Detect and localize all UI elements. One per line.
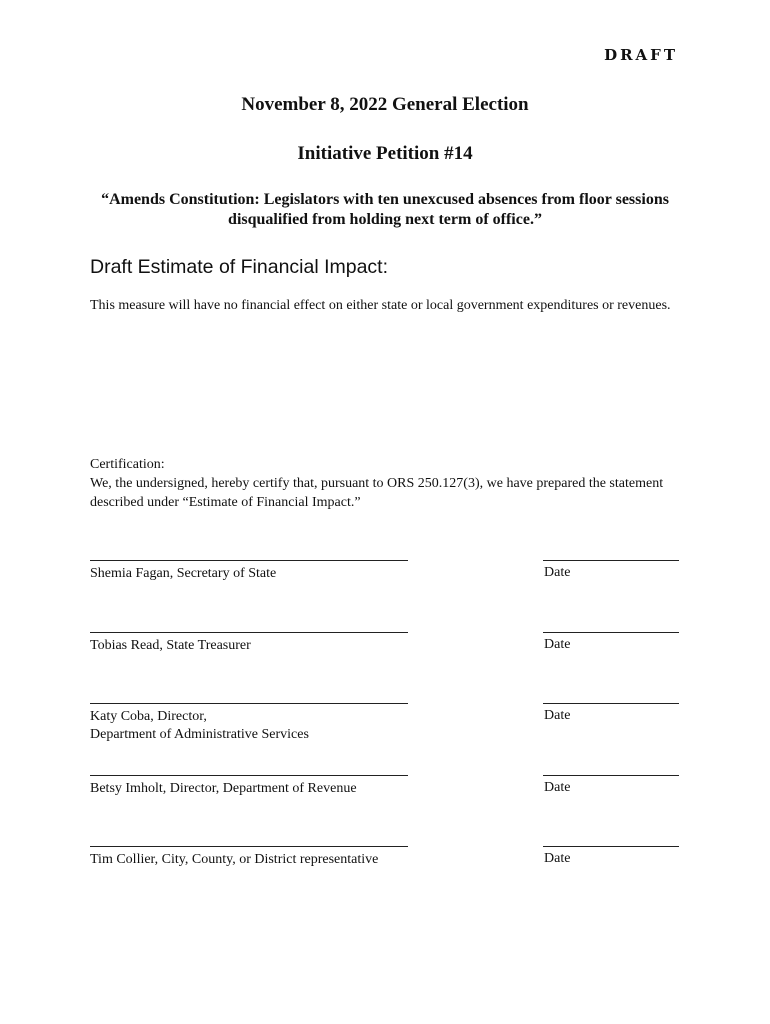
signatory-name — [90, 851, 420, 869]
petition-title: Initiative Petition #14 — [297, 143, 473, 164]
signature-line — [90, 775, 408, 776]
date-label: Date — [544, 780, 571, 795]
date-line — [543, 775, 679, 776]
date-label: Date — [544, 851, 571, 866]
date-label: Date — [544, 708, 571, 723]
signatory-name — [90, 708, 420, 744]
signature-block — [0, 703, 770, 753]
date-line — [543, 560, 679, 561]
date-line — [543, 703, 679, 704]
date-line — [543, 632, 679, 633]
estimate-text: This measure will have no financial effect on either state or local government expenditures or revenues. — [90, 298, 671, 313]
certification-label: Certification: — [90, 457, 165, 472]
signatory-name — [90, 565, 420, 583]
signature-block — [0, 560, 770, 610]
estimate-heading: Draft Estimate of Financial Impact: — [90, 256, 389, 278]
signature-block — [0, 775, 770, 825]
signatory-name-line1: Tim Collier, City, County, or District representative — [90, 852, 379, 867]
certification-text: We, the undersigned, hereby certify that, pursuant to ORS 250.127(3), we have prepared the statement described under “Estimate of Financial Impact.” — [90, 476, 664, 510]
signature-block — [0, 846, 770, 896]
signatory-name-line1: Betsy Imholt, Director, Department of Revenue — [90, 781, 357, 796]
signatory-name — [90, 780, 420, 798]
date-line — [543, 846, 679, 847]
date-label: Date — [544, 565, 571, 580]
signature-line — [90, 703, 408, 704]
signatory-name-line1: Shemia Fagan, Secretary of State — [90, 566, 277, 581]
signature-line — [90, 560, 408, 561]
signature-line — [90, 632, 408, 633]
signature-block — [0, 632, 770, 682]
signatory-name — [90, 637, 420, 655]
signature-line — [90, 846, 408, 847]
election-title: November 8, 2022 General Election — [241, 94, 529, 115]
signatory-name-line1: Tobias Read, State Treasurer — [90, 638, 251, 653]
ballot-title: “Amends Constitution: Legislators with ten unexcused absences from floor sessions disqualified from holding next term of office.” — [101, 191, 669, 228]
date-label: Date — [544, 637, 571, 652]
draft-watermark: DRAFT — [604, 46, 678, 64]
signatory-name-line2: Department of Administrative Services — [90, 727, 309, 742]
signatory-name-line1: Katy Coba, Director, — [90, 709, 207, 724]
